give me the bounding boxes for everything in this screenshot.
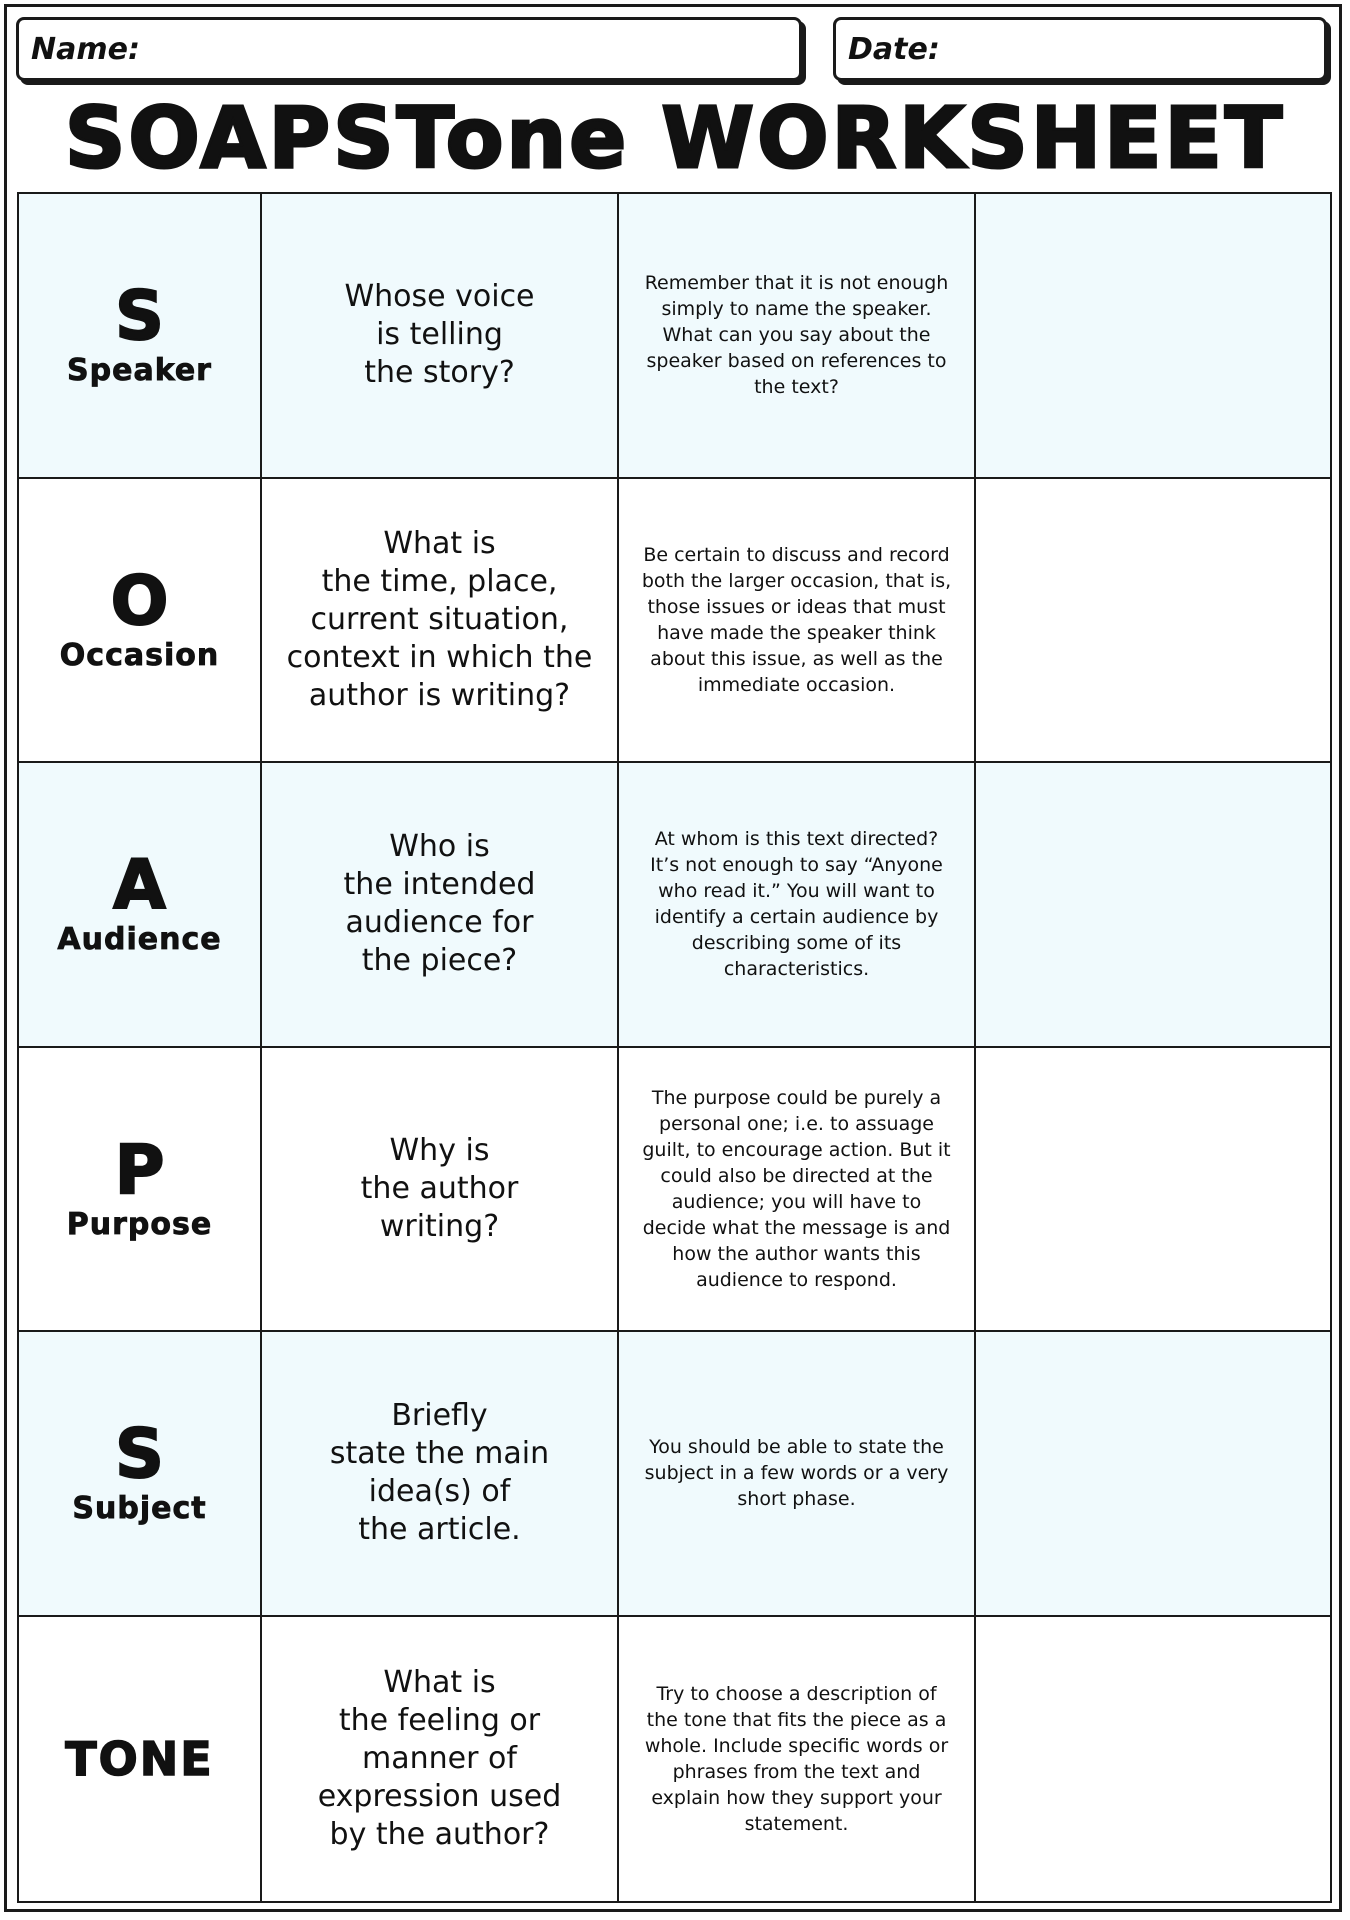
hint-cell xyxy=(619,479,976,764)
question-cell xyxy=(262,1332,619,1617)
row-letter: A xyxy=(113,846,166,926)
row-word: Occasion xyxy=(59,637,220,673)
response-cell-purpose[interactable] xyxy=(976,1048,1330,1333)
row-hint: You should be able to state the subject in a few words or a very short phase. xyxy=(644,1436,949,1511)
response-cell-tone[interactable] xyxy=(976,1617,1330,1902)
row-letter: S xyxy=(115,1415,164,1495)
hint-cell xyxy=(619,1332,976,1617)
name-field[interactable] xyxy=(16,17,802,81)
row-hint: The purpose could be purely a personal one; i.e. to assuage guilt, to encourage action. But it could also be directed at the audience; you will have to decide what the message is and how the author wants this audience to respond. xyxy=(642,1086,951,1291)
letter-cell xyxy=(19,763,262,1048)
letter-cell xyxy=(19,1617,262,1902)
row-hint: Remember that it is not enough simply to name the speaker. What can you say about the speaker based on references to the text? xyxy=(644,272,949,399)
row-question: Why is the author writing? xyxy=(360,1132,519,1244)
response-cell-subject[interactable] xyxy=(976,1332,1330,1617)
letter-cell xyxy=(19,479,262,764)
hint-cell xyxy=(619,1048,976,1333)
row-word: Purpose xyxy=(66,1206,213,1242)
row-hint: Try to choose a description of the tone that fits the piece as a whole. Include specific words or phrases from the text and explain how they support your statement. xyxy=(644,1682,949,1835)
row-letter: P xyxy=(114,1130,165,1210)
row-letter: O xyxy=(110,561,169,641)
question-cell xyxy=(262,479,619,764)
row-hint: At whom is this text directed? It’s not enough to say “Anyone who read it.” You will want to identify a certain audience by describing some of its characteristics. xyxy=(650,828,943,981)
row-question: What is the feeling or manner of expression used by the author? xyxy=(317,1664,562,1852)
hint-cell xyxy=(619,763,976,1048)
row-word: Subject xyxy=(72,1491,207,1527)
row-letter: S xyxy=(115,277,164,357)
response-cell-occasion[interactable] xyxy=(976,479,1330,764)
row-hint: Be certain to discuss and record both the larger occasion, that is, those issues or ideas that must have made the speaker think about this issue, as well as the immediate occasion. xyxy=(641,543,952,696)
row-question: What is the time, place, current situation, context in which the author is writing? xyxy=(286,525,593,713)
response-cell-audience[interactable] xyxy=(976,763,1330,1048)
date-field[interactable] xyxy=(833,17,1327,81)
question-cell xyxy=(262,1617,619,1902)
question-cell xyxy=(262,1048,619,1333)
letter-cell xyxy=(19,194,262,479)
name-label: Name: xyxy=(31,32,140,67)
hint-cell xyxy=(619,1617,976,1902)
row-word: Speaker xyxy=(67,353,212,389)
row-word: Audience xyxy=(57,922,222,958)
letter-cell xyxy=(19,1332,262,1617)
soapstone-table xyxy=(17,192,1332,1903)
hint-cell xyxy=(619,194,976,479)
row-question: Whose voice is telling the story? xyxy=(344,279,535,391)
question-cell xyxy=(262,194,619,479)
date-label: Date: xyxy=(848,32,940,67)
response-cell-speaker[interactable] xyxy=(976,194,1330,479)
row-word: TONE xyxy=(65,1731,214,1786)
letter-cell xyxy=(19,1048,262,1333)
question-cell xyxy=(262,763,619,1048)
row-question: Briefly state the main idea(s) of the article. xyxy=(329,1398,550,1548)
worksheet-title: SOAPSTone WORKSHEET xyxy=(64,89,1286,187)
row-question: Who is the intended audience for the piece? xyxy=(343,829,536,979)
